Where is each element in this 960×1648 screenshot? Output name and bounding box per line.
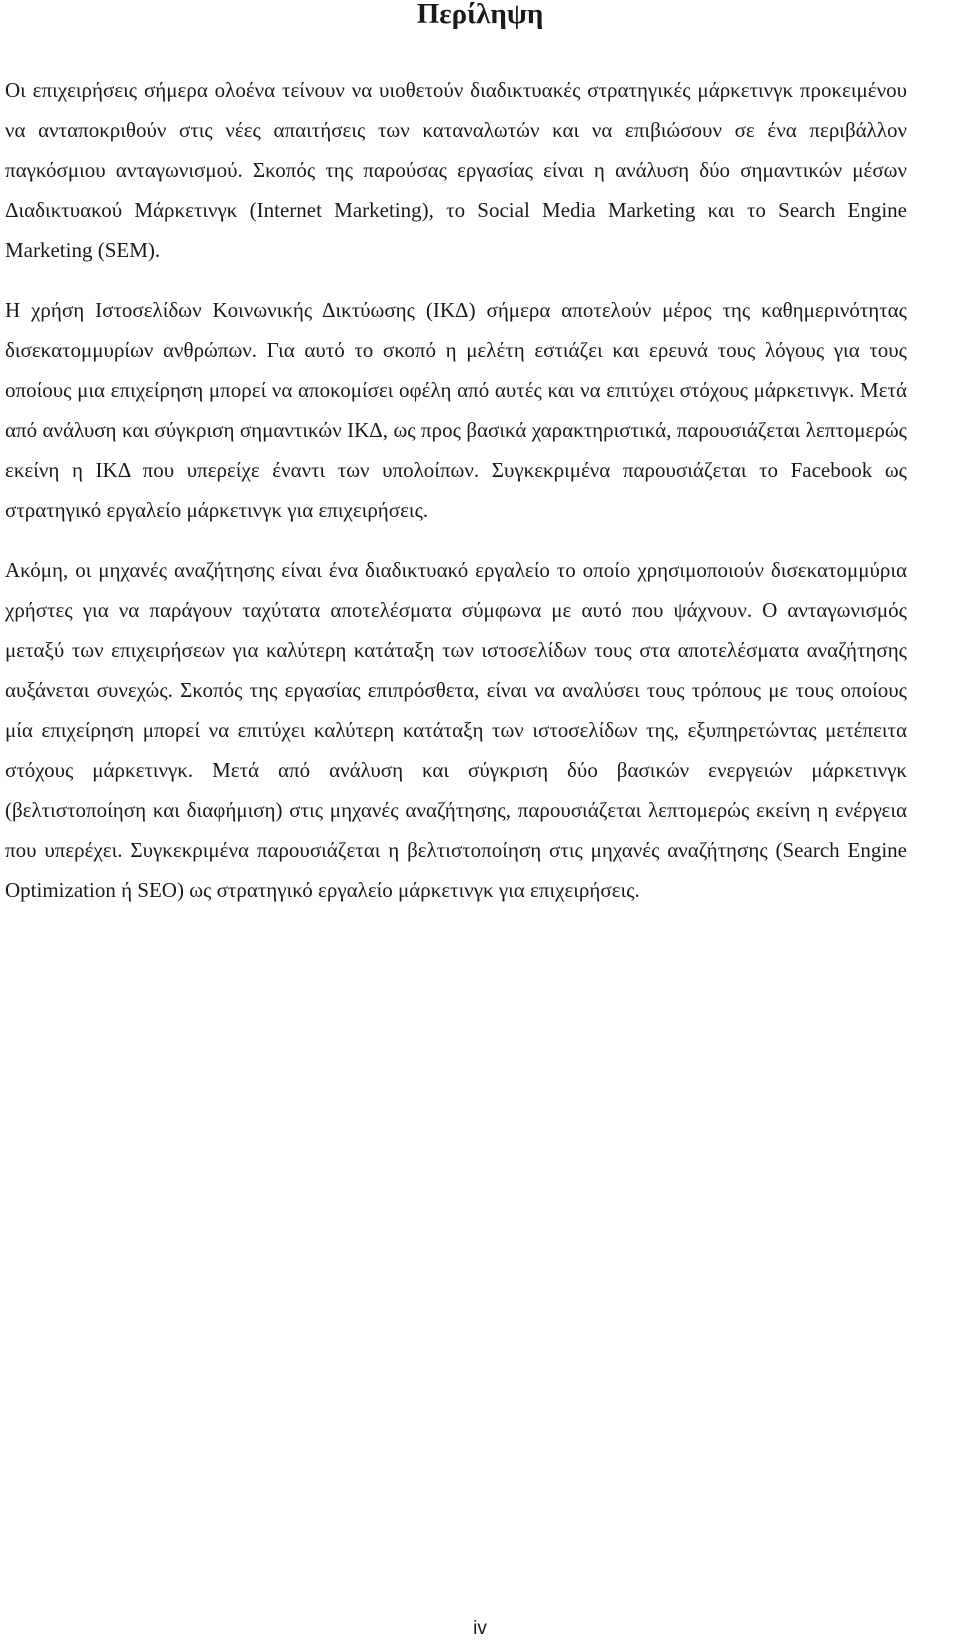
paragraph-social-media: Η χρήση Ιστοσελίδων Κοινωνικής Δικτύωσης (ΙΚΔ) σήμερα αποτελούν μέρος της καθημερινότητας δισεκατομμυρίων ανθρώπων. Για αυτό το σκοπό η μελέτη εστιάζει και ερευνά τους λόγους για τους οποίους μια επιχείρηση μπορεί να αποκομίσει οφέλη από αυτές και να επιτύχει στόχους μάρκετινγκ. Μετά από ανάλυση και σύγκριση σημαντικών ΙΚΔ, ως προς βασικά χαρακτηριστικά, παρουσιάζεται λεπτομερώς εκείνη η ΙΚΔ που υπερείχε έναντι των υπολοίπων. Συγκεκριμένα παρουσιάζεται το Facebook ως στρατηγικό εργαλείο μάρκετινγκ για επιχειρήσεις. — [5, 298, 907, 522]
abstract-body — [5, 70, 907, 930]
page-title: Περίληψη — [416, 0, 544, 30]
page-number: iv — [473, 1618, 487, 1639]
paragraph-search-engines: Ακόμη, οι μηχανές αναζήτησης είναι ένα διαδικτυακό εργαλείο το οποίο χρησιμοποιούν δισεκατομμύρια χρήστες για να παράγουν ταχύτατα αποτελέσματα σύμφωνα με αυτό που ψάχνουν. Ο ανταγωνισμός μεταξύ των επιχειρήσεων για καλύτερη κατάταξη των ιστοσελίδων τους στα αποτελέσματα αναζήτησης αυξάνεται συνεχώς. Σκοπός της εργασίας επιπρόσθετα, είναι να αναλύσει τους τρόπους με τους οποίους μία επιχείρηση μπορεί να επιτύχει καλύτερη κατάταξη των ιστοσελίδων της, εξυπηρετώντας μετέπειτα στόχους μάρκετινγκ. Μετά από ανάλυση και σύγκριση δύο βασικών ενεργειών μάρκετινγκ (βελτιστοποίηση και διαφήμιση) στις μηχανές αναζήτησης, παρουσιάζεται λεπτομερώς εκείνη η ενέργεια που υπερέχει. Συγκεκριμένα παρουσιάζεται η βελτιστοποίηση στις μηχανές αναζήτησης (Search Engine Optimization ή SEO) ως στρατηγικό εργαλείο μάρκετινγκ για επιχειρήσεις. — [5, 558, 907, 902]
paragraph-intro: Οι επιχειρήσεις σήμερα ολοένα τείνουν να υιοθετούν διαδικτυακές στρατηγικές μάρκετινγκ προκειμένου να ανταποκριθούν στις νέες απαιτήσεις των καταναλωτών και να επιβιώσουν σε ένα περιβάλλον παγκόσμιου ανταγωνισμού. Σκοπός της παρούσας εργασίας είναι η ανάλυση δύο σημαντικών μέσων Διαδικτυακού Μάρκετινγκ (Internet Marketing), το Social Media Marketing και το Search Engine Marketing (SEM). — [5, 78, 907, 262]
